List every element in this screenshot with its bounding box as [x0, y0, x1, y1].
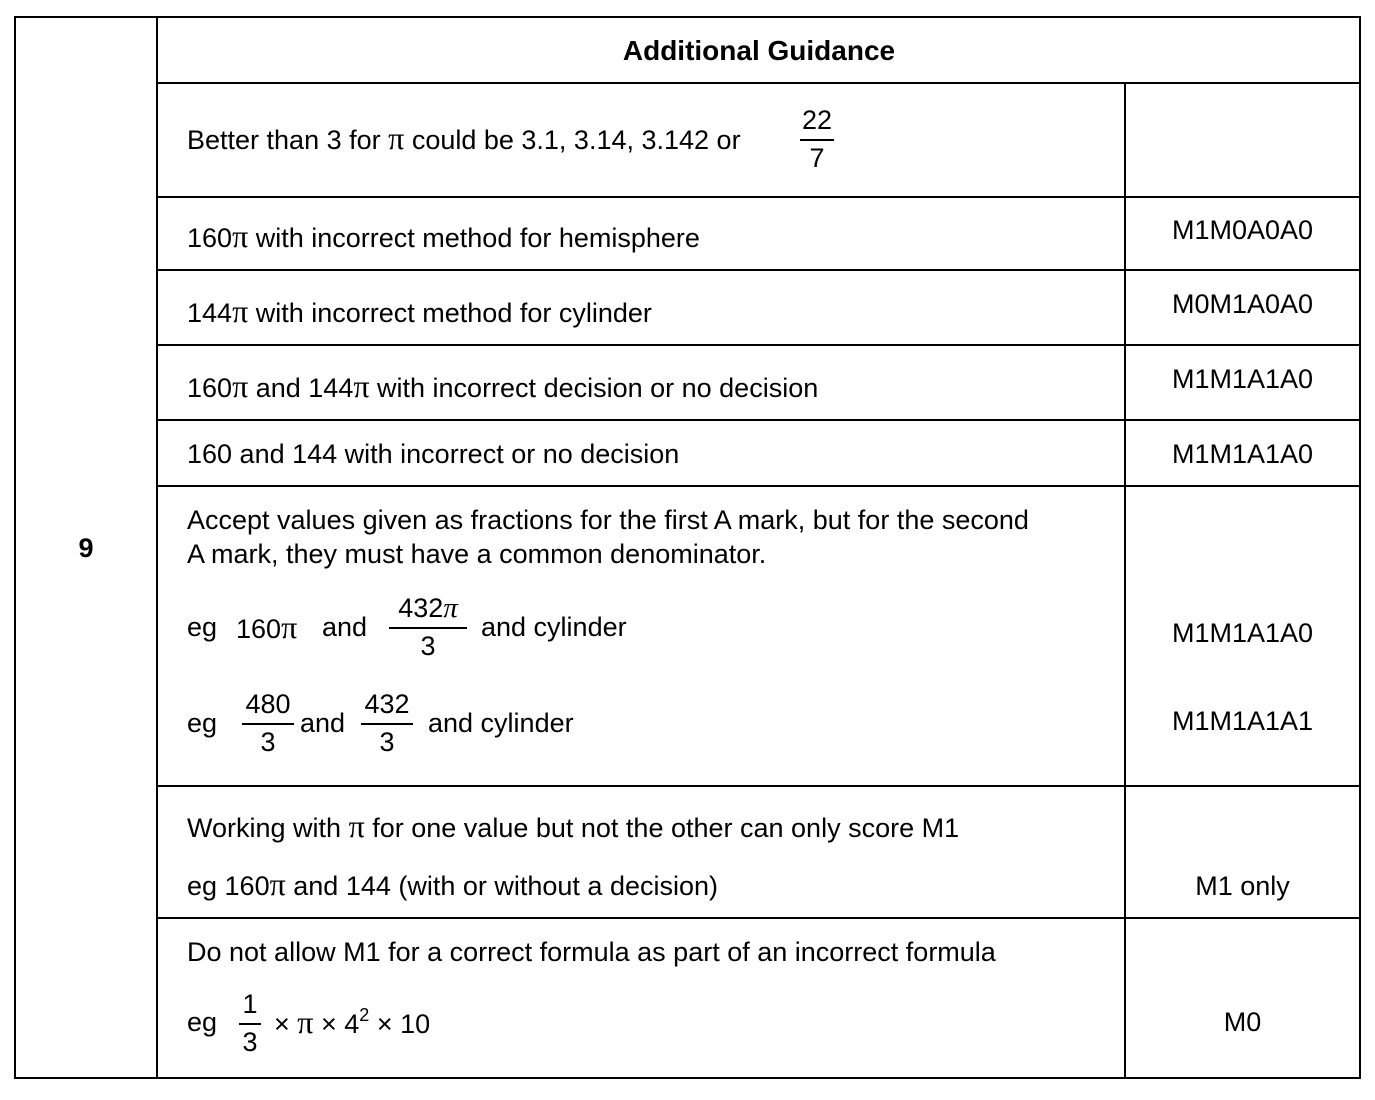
times-symbol: × — [274, 1009, 290, 1039]
fraction-bar — [389, 627, 467, 629]
guidance-value: 144 — [187, 298, 233, 328]
pi-symbol: π — [297, 1004, 314, 1040]
table-border-bottom — [14, 1077, 1361, 1079]
row-divider — [156, 917, 1361, 919]
example-label: eg — [187, 1007, 218, 1037]
table-border-top — [14, 16, 1361, 18]
pi-symbol: π — [269, 866, 286, 902]
row-divider — [156, 269, 1361, 271]
table-border-right — [1359, 16, 1361, 1079]
guidance-text: Working with — [187, 813, 342, 843]
guidance-row-1 — [187, 122, 741, 156]
fraction-numerator — [389, 592, 467, 624]
guidance-row-2 — [187, 220, 700, 254]
question-number: 9 — [78, 533, 94, 563]
example-suffix: and cylinder — [481, 612, 627, 642]
mark-cell: M1M1A1A1 — [1171, 706, 1314, 736]
fraction — [242, 688, 294, 758]
fraction — [389, 592, 467, 662]
fraction-bar — [361, 723, 413, 725]
fraction-denominator: 3 — [420, 631, 436, 661]
pi-symbol: π — [443, 592, 458, 624]
pi-symbol: π — [232, 218, 249, 254]
guidance-text: for one value but not the other can only score M1 — [372, 813, 960, 843]
fraction-numerator: 22 — [801, 105, 833, 135]
example-suffix: and cylinder — [428, 708, 574, 738]
mark-cell: M1M0A0A0 — [1171, 215, 1314, 245]
times-symbol: × — [376, 1009, 393, 1039]
fraction-bar — [239, 1023, 261, 1025]
fraction-bar — [800, 139, 834, 141]
pi-symbol: π — [388, 120, 405, 156]
guidance-text: Better than 3 for — [187, 125, 381, 155]
mark-cell: M1M1A1A0 — [1171, 364, 1314, 394]
fraction — [239, 988, 261, 1058]
example-and: and — [322, 612, 368, 642]
fraction — [800, 104, 834, 174]
fraction-denominator: 3 — [260, 727, 276, 757]
guidance-value: and 144 — [255, 373, 354, 403]
formula-expression — [274, 1006, 430, 1040]
formula-exponent: 2 — [359, 1005, 370, 1025]
mark-cell: M1 only — [1195, 871, 1290, 901]
row-divider — [156, 485, 1361, 487]
row-divider — [156, 82, 1361, 84]
guidance-row-3 — [187, 295, 652, 329]
pi-symbol: π — [232, 293, 249, 329]
row-divider — [156, 344, 1361, 346]
fraction-numerator: 432 — [364, 689, 410, 719]
fraction-denominator: 3 — [242, 1027, 258, 1057]
guidance-text: with incorrect decision or no decision — [377, 373, 819, 403]
fraction — [361, 688, 413, 758]
guidance-text: eg 160 — [187, 871, 270, 901]
mark-cell: M1M1A1A0 — [1171, 439, 1314, 469]
table-header: Additional Guidance — [622, 35, 896, 66]
example-value — [236, 611, 297, 645]
guidance-row-4 — [187, 370, 818, 404]
mark-cell: M1M1A1A0 — [1171, 618, 1314, 648]
mark-cell: M0M1A0A0 — [1171, 289, 1314, 319]
fraction-bar — [242, 723, 294, 725]
guidance-row-7-line-1 — [187, 810, 959, 844]
row-divider — [156, 419, 1361, 421]
formula-tail: 10 — [400, 1009, 431, 1039]
example-and: and — [300, 708, 346, 738]
guidance-row-7-line-2 — [187, 868, 718, 902]
pi-symbol: π — [348, 808, 365, 844]
pi-symbol: π — [281, 609, 298, 645]
fraction-numerator: 480 — [245, 689, 291, 719]
guidance-value: 160 — [187, 373, 233, 403]
guidance-row-6-line-2: A mark, they must have a common denominator. — [187, 539, 767, 569]
guidance-text: with incorrect method for hemisphere — [255, 223, 700, 253]
times-symbol: × — [320, 1009, 337, 1039]
fraction-numerator: 1 — [242, 989, 258, 1019]
row-divider — [156, 196, 1361, 198]
pi-symbol: π — [232, 368, 249, 404]
mark-cell: M0 — [1223, 1007, 1262, 1037]
guidance-row-5: 160 and 144 with incorrect or no decision — [187, 439, 680, 469]
fraction-denominator: 7 — [809, 143, 825, 173]
guidance-row-6-line-1: Accept values given as fractions for the first A mark, but for the second — [187, 505, 1029, 535]
fraction-denominator: 3 — [379, 727, 395, 757]
formula-base: 4 — [344, 1009, 360, 1039]
pi-symbol: π — [353, 368, 370, 404]
guidance-text: with incorrect method for cylinder — [255, 298, 652, 328]
guidance-row-8-line-1: Do not allow M1 for a correct formula as part of an incorrect formula — [187, 937, 996, 967]
numerator-number: 432 — [398, 593, 444, 623]
guidance-value: 160 — [187, 223, 233, 253]
guidance-text: could be 3.1, 3.14, 3.142 or — [411, 125, 741, 155]
row-divider — [156, 785, 1361, 787]
example-label: eg — [187, 708, 218, 738]
example-label: eg — [187, 612, 218, 642]
guidance-text: and 144 (with or without a decision) — [293, 871, 719, 901]
example-number: 160 — [236, 614, 282, 644]
